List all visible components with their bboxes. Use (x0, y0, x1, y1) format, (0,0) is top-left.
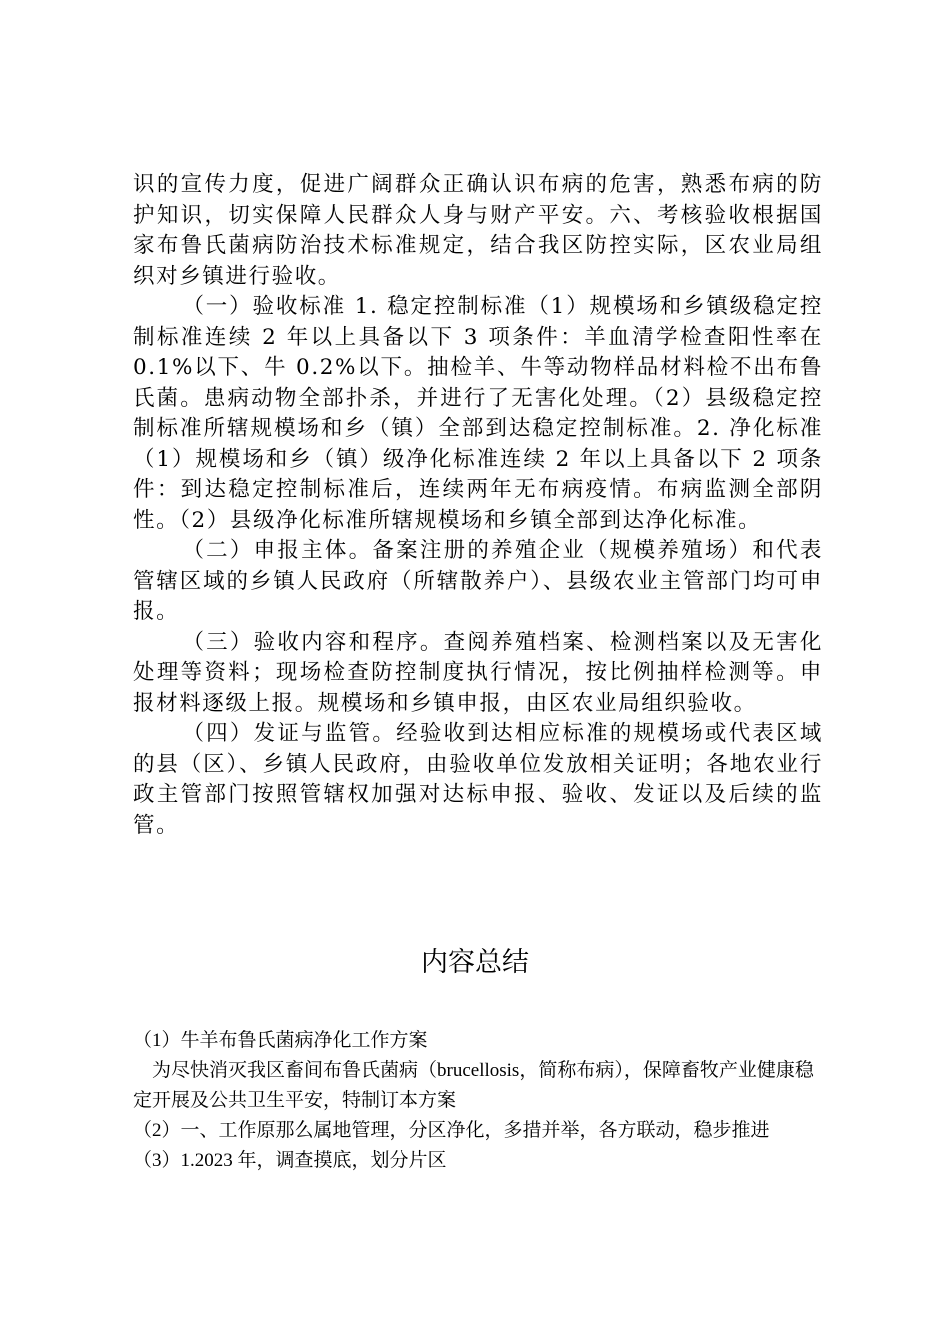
summary-item: （3）1.2023 年，调查摸底，划分片区 (133, 1150, 447, 1171)
summary-item: 为尽快消灭我区畜间布鲁氏菌病（brucellosis，简称布病），保障畜牧产业健康稳定开展及公共卫生平安，特制订本方案 (133, 1060, 814, 1111)
summary-item: （1）牛羊布鲁氏菌病净化工作方案 (133, 1030, 428, 1051)
document-body (133, 170, 823, 841)
paragraph-continuation: 识的宣传力度，促进广阔群众正确认识布病的危害，熟悉布病的防护知识，切实保障人民群众人身与财产平安。六、考核验收根据国家布鲁氏菌病防治技术标准规定，结合我区防控实际，区农业局组织对乡镇进行验收。 (133, 172, 823, 289)
paragraph-acceptance-procedure: （三）验收内容和程序。查阅养殖档案、检测档案以及无害化处理等资料；现场检查防控制度执行情况，按比例抽样检测等。申报材料逐级上报。规模场和乡镇申报，由区农业局组织验收。 (133, 629, 823, 716)
paragraph-certification: （四）发证与监管。经验收到达相应标准的规模场或代表区域的县（区）、乡镇人民政府，由验收单位发放相关证明；各地农业行政主管部门按照管辖权加强对达标申报、验收、发证以及后续的监管。 (133, 721, 823, 838)
summary-list (133, 1026, 828, 1176)
paragraph-applicant: （二）申报主体。备案注册的养殖企业（规模养殖场）和代表管辖区域的乡镇人民政府（所辖散养户）、县级农业主管部门均可申报。 (133, 538, 823, 624)
paragraph-acceptance-standard: （一）验收标准 1. 稳定控制标准（1）规模场和乡镇级稳定控制标准连续 2 年以上具备以下 3 项条件：羊血清学检查阳性率在 0.1%以下、牛 0.2%以下。抽检羊、牛等动物样品材料检不出布鲁氏菌。患病动物全部扑杀，并进行了无害化处理。（2）县级稳定控制标准所辖规模场和乡（镇）全部到达稳定控制标准。2. 净化标准（1）规模场和乡（镇）级净化标准连续 2 年以上具备以下 2 项条件：到达稳定控制标准后，连续两年无布病疫情。布病监测全部阴性。（2）县级净化标准所辖规模场和乡镇全部到达净化标准。 (133, 294, 823, 533)
summary-item: （2）一、工作原那么属地管理，分区净化，多措并举，各方联动，稳步推进 (133, 1120, 770, 1141)
summary-heading: 内容总结 (421, 947, 529, 978)
